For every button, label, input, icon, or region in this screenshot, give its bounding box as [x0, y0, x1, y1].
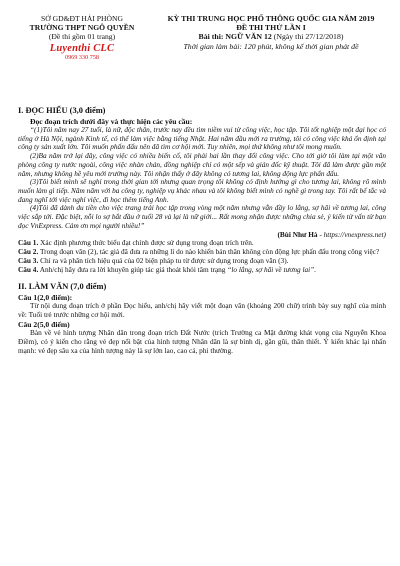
question-label: Câu 3.	[18, 255, 39, 265]
writing-section	[18, 282, 386, 356]
question-label: Câu 1.	[18, 238, 39, 248]
question-text: Chỉ ra và phân tích hiệu quả của 02 biện pháp tu từ được sử dụng trong đoạn văn (3).	[40, 255, 289, 265]
brand-phone: 0969 330 758	[64, 54, 100, 61]
writing-section-title: II. LÀM VĂN (7,0 điểm)	[18, 282, 107, 292]
question-4	[18, 266, 386, 275]
passage-paragraph-2: (2)Ba năm trở lại đây, công việc có nhiều biến cố, tôi phải hai lần thay đổi công việc. Cho tới giờ tôi làm tại một văn phòng công ty nước ngoài, công việc nhàn chán, đồng nghiệp chỉ có một sếp và gián đốc kỹ thuật. Tôi đã làm được gần một năm, nhưng không hề yêu mới trường này. Tôi nhận thấy ở đây không có tương lai, không động lực phấn đấu.	[18, 151, 386, 178]
school-name: TRƯỜNG THPT NGÔ QUYỀN	[29, 23, 135, 32]
question-quote: “lo lắng, sợ hãi về tương lai”.	[227, 264, 317, 274]
writing-question-2-label: Câu 2(5,0 điểm)	[18, 320, 70, 330]
passage-paragraph-3: (3)Tôi biết mình sẽ nghỉ trong thời gian tới nhưng quan trọng tôi không có định hướng gì cho tương lai, không rõ mình muốn làm gì tiếp. Năm năm với ba công ty, nghiệp vụ khác nhau và tôi không biết mình có nghề gì trong tay. Tôi rất bế tắc và đang nghĩ tới việc nghỉ việc, đi học thêm tiếng Anh.	[18, 177, 386, 204]
source-author: (Bùi Như Hà	[277, 230, 318, 240]
exam-header	[18, 14, 386, 106]
question-text: Anh/chị hãy đưa ra lời khuyên giúp tác giả thoát khỏi tâm trạng	[39, 264, 226, 274]
question-text: Xác định phương thức biểu đạt chính được sử dụng trong đoạn trích trên.	[40, 238, 254, 248]
question-text: Trong đoạn văn (2), tác giả đã đưa ra những lí do nào khiến bản thân không còn động lực phấn đấu trong công việc?	[39, 247, 380, 257]
department-name: SỞ GD&ĐT HẢI PHÒNG	[41, 14, 123, 23]
passage-paragraph-1: “(1)Tôi năm nay 27 tuổi, là nữ, độc thân, trước nay đều tìm niềm vui từ công việc, học tập. Tôi tốt nghiệp một đại học có tiếng ở Hà Nội, ngành Kinh tế, có thể làm việc bằng tiếng Nhật. Hai năm đầu mới ra trường, tôi có công việc khá ổn định tại công ty sản xuất lớn. Tôi muốn phấn đấu nên đã tìm cơ hội mới. Tuy nhiên, mọi thứ không như tôi mong muốn.	[18, 125, 386, 152]
writing-question-1-label: Câu 1(2,0 điểm):	[18, 293, 73, 303]
page-count-note: (Đề thi gồm 01 trang)	[48, 32, 116, 41]
writing-question-2-text: Bàn về vẻ hình tượng Nhân dân trong đoạn trích Đất Nước (trích Trường ca Mặt đường khát vọng của Nguyễn Khoa Điềm), có ý kiến cho rằng vẻ đẹp nổi bật của hình tượng Nhân dân là sự bình dị, gần gũi, thân thiết. Ý kiến khác lại nhấn mạnh: vẻ đẹp sâu xa của hình tượng này là sự lớn lao, cao cả, phi thường.	[18, 328, 386, 355]
subject-line	[156, 32, 386, 41]
exam-date: (Ngày thi 27/12/2018)	[273, 32, 344, 42]
question-label: Câu 4.	[18, 264, 39, 274]
time-limit: Thời gian làm bài: 120 phút, không kể thời gian phát đề	[183, 41, 359, 51]
exam-info-block	[156, 14, 386, 106]
subject-name: Bài thi: NGỮ VĂN 12	[198, 32, 272, 42]
question-label: Câu 2.	[18, 247, 39, 257]
reading-section-title: I. ĐỌC HIỂU (3,0 điểm)	[18, 106, 106, 115]
reading-section	[18, 106, 386, 274]
passage-paragraph-4: (4)Tôi đã dành du tiền cho việc trang trải học tập trong vòng một năm nhưng vẫn đầy lo lắng, sợ hãi về tương lai, công việc sắp tới. Đặc biệt, nỗi lo sợ bắt đầu ở tuổi 28 và lại là nữ giới... Rất mong nhận được những chia sẻ, ý kiến từ vấn từ bạn đọc VnExpress. Cảm ơn mọi người nhiều!”	[18, 203, 386, 230]
source-site: - https://vnexpress.net)	[319, 230, 386, 240]
exam-subtitle: ĐỀ THI THỬ LẦN I	[236, 23, 306, 33]
writing-question-1-text: Từ nội dung đoạn trích ở phần Đọc hiểu, anh/chị hãy viết một đoạn văn (khoảng 200 chữ) trình bày suy nghĩ của mình về: Tuổi trẻ trước những cơ hội mới.	[18, 301, 386, 320]
reading-instruction: Đọc đoạn trích dưới đây và thực hiện các yêu cầu:	[30, 117, 193, 126]
exam-title: KỲ THI TRUNG HỌC PHỔ THÔNG QUỐC GIA NĂM 2019	[167, 14, 375, 23]
brand-logo: Luyenthi CLC	[49, 43, 115, 54]
school-block	[18, 14, 146, 106]
